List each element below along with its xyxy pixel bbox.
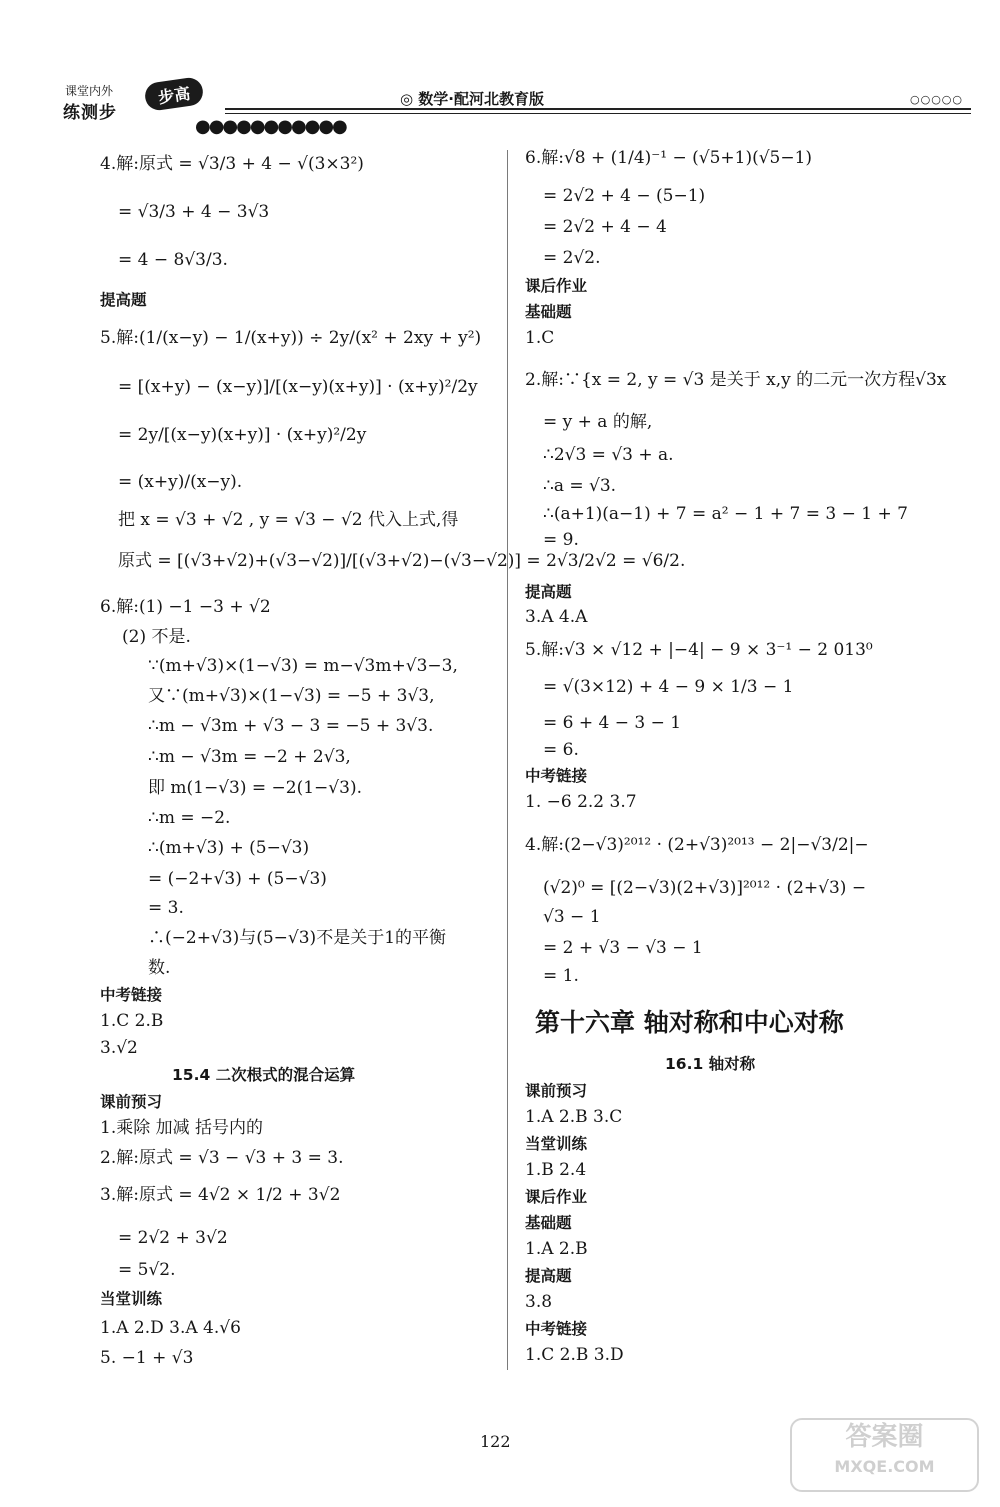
answer-line: 4.解:(2−√3)²⁰¹² · (2+√3)²⁰¹³ − 2|−√3/2|−: [525, 835, 869, 855]
answer-line: = 2 + √3 − √3 − 1: [543, 938, 703, 958]
answer-line: 又∵(m+√3)×(1−√3) = −5 + 3√3,: [148, 686, 435, 706]
answer-line: = 2√2 + 3√2: [118, 1228, 228, 1248]
answer-line: 3.解:原式 = 4√2 × 1/2 + 3√2: [100, 1185, 341, 1205]
logo-title: 练测步: [63, 103, 117, 123]
answer-line: = 5√2.: [118, 1260, 176, 1280]
answer-line: 数.: [148, 958, 171, 978]
answer-line: 1.B 2.4: [525, 1160, 587, 1180]
section-heading: 课后作业: [525, 277, 588, 295]
answer-line: (√2)⁰ = [(2−√3)(2+√3)]²⁰¹² · (2+√3) −: [543, 878, 867, 898]
watermark-logo: [790, 1418, 979, 1492]
answer-line: = √3/3 + 4 − 3√3: [118, 202, 270, 222]
section-heading: 课后作业: [525, 1188, 588, 1206]
section-heading: 课前预习: [525, 1082, 588, 1100]
section-heading: 当堂训练: [100, 1290, 163, 1308]
section-heading: 当堂训练: [525, 1135, 588, 1153]
answer-line: = (−2+√3) + (5−√3): [148, 869, 327, 889]
answer-line: 5. −1 + √3: [100, 1348, 194, 1368]
watermark-url: MXQE.COM: [834, 1457, 935, 1476]
answer-line: 3.8: [525, 1292, 553, 1312]
answer-line: 1. −6 2.2 3.7: [525, 792, 637, 812]
answer-line: 6.解:√8 + (1/4)⁻¹ − (√5+1)(√5−1): [525, 148, 813, 168]
answer-line: 6.解:(1) −1 −3 + √2: [100, 597, 271, 617]
answer-line: = 1.: [543, 966, 579, 986]
answer-line: 1.A 2.B 3.C: [525, 1107, 623, 1127]
answer-line: 2.解:∵{x = 2, y = √3 是关于 x,y 的二元一次方程√3x: [525, 370, 947, 390]
answer-line: ∴(m+√3) + (5−√3): [148, 838, 310, 858]
circle-dots-icon: ○○○○○: [910, 93, 963, 106]
answer-line: 3.A 4.A: [525, 607, 588, 627]
answer-line: 5.解:(1/(x−y) − 1/(x+y)) ÷ 2y/(x² + 2xy + y²): [100, 328, 482, 348]
answer-line: = y + a 的解,: [543, 412, 653, 432]
logo-subtitle: 课堂内外: [65, 84, 114, 98]
answer-line: ∴(−2+√3)与(5−√3)不是关于1的平衡: [148, 928, 447, 948]
answer-line: = 9.: [543, 530, 579, 550]
section-heading: 提高题: [525, 1267, 572, 1285]
answer-line: = 3.: [148, 898, 184, 918]
answer-line: ∴(a+1)(a−1) + 7 = a² − 1 + 7 = 3 − 1 + 7: [543, 504, 908, 524]
answer-line: 把 x = √3 + √2 , y = √3 − √2 代入上式,得: [118, 510, 459, 530]
answer-line: 3.√2: [100, 1038, 138, 1058]
chapter-title: 第十六章 轴对称和中心对称: [535, 1008, 844, 1037]
section-heading: 中考链接: [525, 767, 588, 785]
section-heading: 提高题: [100, 291, 147, 309]
section-heading: 提高题: [525, 583, 572, 601]
watermark-text: 答案圈: [845, 1422, 924, 1452]
subsection-title: 15.4 二次根式的混合运算: [172, 1066, 356, 1084]
header-title: ◎ 数学·配河北教育版: [400, 90, 545, 108]
answer-line: ∴m = −2.: [148, 808, 231, 828]
section-heading: 课前预习: [100, 1093, 163, 1111]
subsection-title: 16.1 轴对称: [665, 1055, 756, 1073]
answer-line: 2.解:原式 = √3 − √3 + 3 = 3.: [100, 1148, 344, 1168]
answer-line: = 4 − 8√3/3.: [118, 250, 228, 270]
logo-badge: 步高: [143, 76, 204, 112]
answer-line: = 6 + 4 − 3 − 1: [543, 713, 682, 733]
answer-line: ∵(m+√3)×(1−√3) = m−√3m+√3−3,: [148, 656, 458, 676]
page-header: [0, 0, 1000, 140]
answer-line: 4.解:原式 = √3/3 + 4 − √(3×3²): [100, 154, 364, 174]
answer-line: 即 m(1−√3) = −2(1−√3).: [148, 778, 362, 798]
page-number: 122: [480, 1432, 511, 1451]
answer-line: = 2√2 + 4 − 4: [543, 217, 667, 237]
answer-line: 原式 = [(√3+√2)+(√3−√2)]/[(√3+√2)−(√3−√2)] = 2√3/2√2 = √6/2.: [118, 551, 686, 571]
answer-line: √3 − 1: [543, 907, 601, 927]
answer-line: 1.A 2.D 3.A 4.√6: [100, 1318, 241, 1338]
section-heading: 基础题: [525, 303, 572, 321]
answer-line: = 2√2 + 4 − (5−1): [543, 186, 706, 206]
answer-line: 1.乘除 加减 括号内的: [100, 1118, 264, 1138]
answer-line: 1.C 2.B: [100, 1011, 164, 1031]
answer-line: = 2√2.: [543, 248, 601, 268]
answer-line: 1.C: [525, 328, 555, 348]
answer-line: = (x+y)/(x−y).: [118, 472, 243, 492]
answer-line: ∴2√3 = √3 + a.: [543, 445, 674, 465]
column-divider: [507, 150, 508, 1370]
header-rule-thin: [225, 113, 971, 114]
answer-line: = √(3×12) + 4 − 9 × 1/3 − 1: [543, 677, 794, 697]
answer-line: 1.C 2.B 3.D: [525, 1345, 624, 1365]
answer-line: = [(x+y) − (x−y)]/[(x−y)(x+y)] · (x+y)²/2y: [118, 377, 478, 397]
answer-line: 5.解:√3 × √12 + |−4| − 9 × 3⁻¹ − 2 013⁰: [525, 640, 873, 660]
header-rule: [225, 108, 971, 110]
answer-line: (2) 不是.: [122, 627, 191, 647]
section-heading: 基础题: [525, 1214, 572, 1232]
answer-line: = 6.: [543, 740, 579, 760]
answer-line: ∴m − √3m + √3 − 3 = −5 + 3√3.: [148, 716, 434, 736]
decorative-dots-icon: ●●●●●●●●●●●: [195, 116, 346, 137]
answer-line: 1.A 2.B: [525, 1239, 588, 1259]
answer-line: ∴m − √3m = −2 + 2√3,: [148, 747, 351, 767]
answer-line: ∴a = √3.: [543, 476, 617, 496]
answer-line: = 2y/[(x−y)(x+y)] · (x+y)²/2y: [118, 425, 367, 445]
section-heading: 中考链接: [100, 986, 163, 1004]
section-heading: 中考链接: [525, 1320, 588, 1338]
